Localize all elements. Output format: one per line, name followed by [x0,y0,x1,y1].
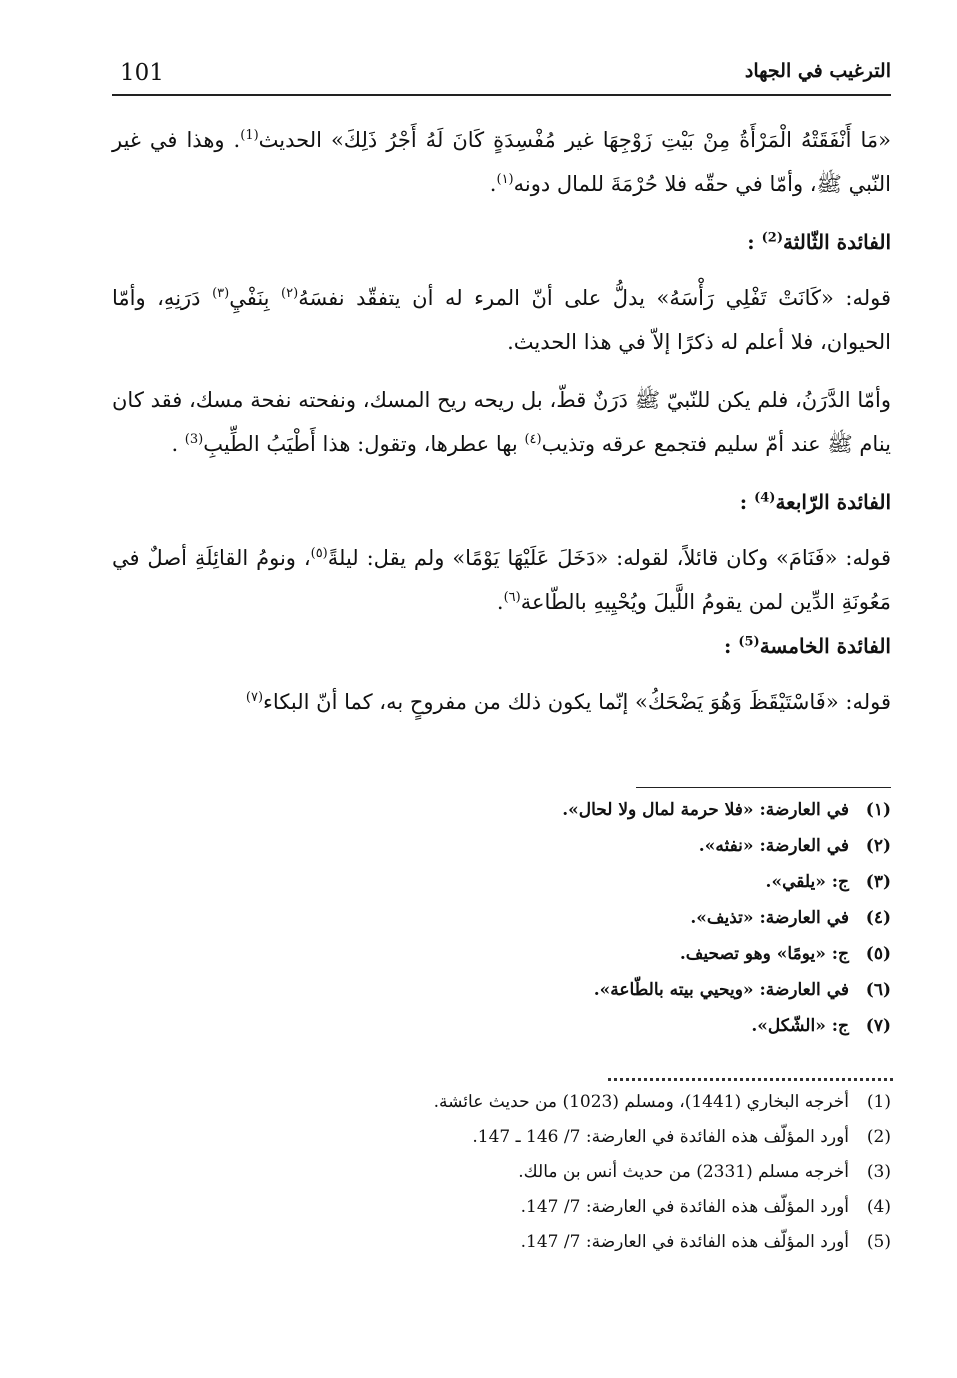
footnote-text: في العارضة: «فلا حرمة لمال ولا لحال». [562,800,849,820]
footnote-text: في العارضة: «ويحيي بيته بالطّاعة». [593,980,849,1000]
footnote-item [434,1127,891,1162]
footnote-ref: (٥) [310,546,328,561]
footnote-text: أخرجه مسلم (2331) من حديث أنس بن مالك. [518,1162,849,1182]
heading-colon: : [747,230,755,254]
paragraph-4 [112,536,891,624]
footnote-text: أورد المؤلّف هذه الفائدة في العارضة: 7/ 147. [520,1197,849,1217]
main-text [112,118,891,738]
footnote-item [562,800,891,836]
running-title: الترغيب في الجهاد [744,60,891,82]
footnote-ref: (4) [754,490,776,506]
footnote-text: أورد المؤلّف هذه الفائدة في العارضة: 7/ 146 ـ 147. [472,1127,849,1147]
footnote-item [562,980,891,1016]
paragraph-3 [112,378,891,466]
footnote-text: في العارضة: «نفثه». [698,836,849,856]
paragraph-text: بها عطرها، وتقول: هذا أَطْيَبُ الطِّيبِ [203,432,525,456]
footnote-number: (3) [866,1162,891,1182]
footnote-ref: (٧) [245,690,264,705]
footnote-ref: (2) [761,230,783,246]
footnote-number: (5) [866,1232,891,1252]
section-heading-fifth [112,624,891,668]
footnote-number: (٢) [865,836,891,856]
paragraph-text: بِنَفْيِ [229,286,282,310]
footnote-ref: (٦) [503,590,521,605]
paragraph-text: دَرَنِهِ، وأمّا الحيوان، فلا أعلم له ذكرًا إلاّ في هذا الحديث. [112,286,891,354]
footnote-item [434,1092,891,1127]
paragraph-1: «مَا أَنْفَقَتْهُ الْمَرْأَةُ مِنْ بَيْتِ زَوْجِهَا غير مُفْسِدَةٍ كَانَ لَهُ أَجْرُ ذَلِكَ» الحديث$^{(1)}$. وهذا في غير النّبي ﷺ، وأمّا في حقّه فلا حُرْمَةَ للمال دونه$^{(١)}$. [112,128,891,196]
footnote-number: (2) [866,1127,891,1147]
page-header [112,58,891,96]
editor-notes [434,1092,891,1267]
footnote-ref: (٤) [524,432,542,447]
footnote-text: في العارضة: «تذيف». [690,908,849,928]
footnote-text: ج: «يلقي». [765,872,849,892]
paragraph-text: ، ونومُ القائِلَةِ أصلٌ في مَعُونَةِ الدِّين لمن يقومُ اللَّيلَ ويُحْيِيهِ بالطّاعة [112,546,891,614]
footnote-item [434,1162,891,1197]
page-number: 101 [120,60,164,86]
paragraph-2 [112,276,891,364]
heading-text: الفائدة الثّالثة [783,230,891,254]
footnote-ref: (٢) [281,286,299,301]
footnote-number: (٥) [865,944,891,964]
paragraph-text: وأمّا الدَّرَنُ، فلم يكن للنّبيّ ﷺ دَرَنٌ قطّ، بل ريحه ريح المسك، ونفحته نفحة مسك، فقد كان ينام ﷺ عند أمّ سليم فتجمع عرقه وتذيب [112,388,891,456]
footnote-item [434,1197,891,1232]
paragraph-text: قوله: «فَنَامَ» وكان قائلاً، لقوله: «دَخَلَ عَلَيْهَا يَوْمًا» ولم يقل: ليلةً [327,546,891,570]
footnote-number: (1) [866,1092,891,1112]
paragraph-text: قوله: «كَانَتْ تَفْلِي رَأْسَهُ» يدلُّ على أنّ المرء له أن يتفقّد نفسَهُ [298,286,891,310]
paragraph-text: قوله: «فَاسْتَيْقَظَ وَهُوَ يَضْحَكُ» إنّما يكون ذلك من مفروحٍ به، كما أنّ البكاء [263,690,891,714]
footnote-text: أخرجه البخاري (1441)، ومسلم (1023) من حديث عائشة. [433,1092,849,1112]
paragraph-text: «مَا أَنْفَقَتْهُ الْمَرْأَةُ مِنْ بَيْتِ زَوْجِهَا غير مُفْسِدَةٍ كَانَ لَهُ أَجْرُ ذَلِكَ» الحديث [258,128,891,152]
footnote-ref: (٣) [212,286,230,301]
paragraph-5 [112,680,891,724]
footnote-text: ج: «يومًا» وهو تصحيف. [679,944,849,964]
footnote-ref: (١) [496,172,514,187]
heading-text: الفائدة الخامسة [759,634,891,658]
footnote-item [562,872,891,908]
footnote-item [562,836,891,872]
footnote-text: ج: «الشّكل». [751,1016,849,1036]
footnote-number: (٤) [865,908,891,928]
footnote-separator [636,787,891,788]
dotted-separator [608,1078,893,1081]
manuscript-notes [562,800,891,1052]
footnote-item [562,944,891,980]
heading-text: الفائدة الرّابعة [775,490,891,514]
footnote-number: (٦) [865,980,891,1000]
footnote-ref: (3) [184,432,204,447]
paragraph-text: . وهذا في غير النّبي ﷺ، وأمّا في حقّه فلا حُرْمَةَ للمال دونه [112,128,891,196]
footnote-number: (١) [865,800,891,820]
heading-colon: : [723,634,732,658]
footnote-number: (4) [866,1197,891,1217]
heading-colon: : [739,490,748,514]
footnote-number: (٧) [865,1016,891,1036]
footnote-item [562,908,891,944]
footnote-text: أورد المؤلّف هذه الفائدة في العارضة: 7/ 147. [520,1232,849,1252]
section-heading-fourth [112,480,891,524]
footnote-item [562,1016,891,1052]
footnote-ref: (5) [738,634,760,650]
footnote-number: (٣) [865,872,891,892]
section-heading-third [112,220,891,264]
footnote-ref: (1) [240,128,259,143]
footnote-item [434,1232,891,1267]
paragraph-text: . [171,432,185,456]
paragraph-text: . [496,590,504,614]
